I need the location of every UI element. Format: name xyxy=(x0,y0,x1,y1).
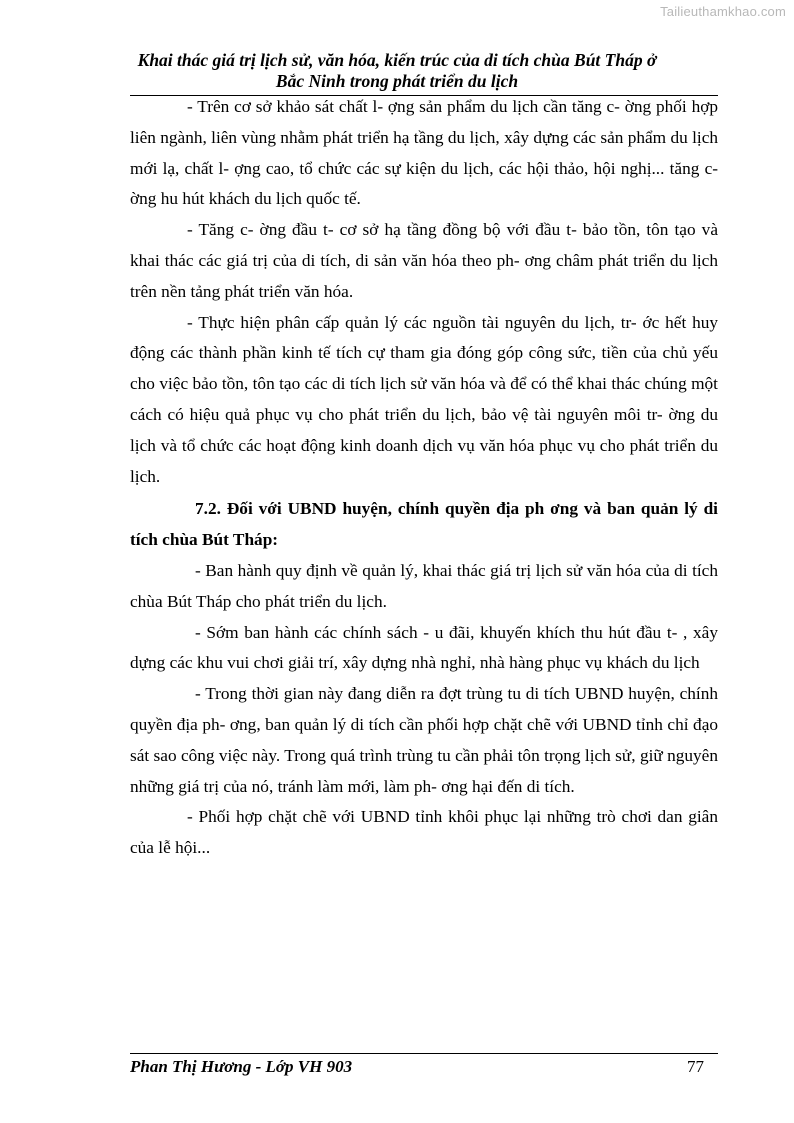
footer-author: Phan Thị Hương - Lớp VH 903 xyxy=(130,1057,353,1076)
paragraph-7: - Phối hợp chặt chẽ với UBND tỉnh khôi phục lại những trò chơi dan giân của lễ hội... xyxy=(130,807,718,858)
paragraph-4: - Ban hành quy định về quản lý, khai thác giá trị lịch sử văn hóa của di tích chùa Bút Tháp cho phát triển du lịch. xyxy=(130,560,718,611)
running-header xyxy=(0,50,794,92)
paragraph-3: - Thực hiện phân cấp quản lý các nguồn tài nguyên du lịch, tr- ớc hết huy động các thành phần kinh tế tích cự tham gia đóng góp công sức, tiền của chủ yếu cho việc bảo tồn, tôn tạo các di tích lịch sử văn hóa và để có thể khai thác chúng một cách có hiệu quả phục vụ cho phát triển du lịch, bảo vệ tài nguyên môi tr- ờng du lịch và tổ chức các hoạt động kinh doanh dịch vụ văn hóa phục vụ cho phát triển du lịch. xyxy=(130,312,718,486)
paragraph-5: - Sớm ban hành các chính sách - u đãi, khuyến khích thu hút đầu t- , xây dựng các khu vui chơi giải trí, xây dựng nhà nghỉ, nhà hàng phục vụ khách du lịch xyxy=(130,622,718,673)
page-body xyxy=(130,92,718,864)
section-heading: 7.2. Đối với UBND huyện, chính quyền địa ph ơng và ban quản lý di tích chùa Bút Tháp: xyxy=(130,499,718,550)
paragraph-6: - Trong thời gian này đang diễn ra đợt trùng tu di tích UBND huyện, chính quyền địa ph- ơng, ban quản lý di tích cần phối hợp chặt chẽ với UBND tỉnh chỉ đạo sát sao công việc này. Trong quá trình trùng tu cần phải tôn trọng lịch sử, giữ nguyên những giá trị của nó, tránh làm mới, làm ph- ơng hại đến di tích. xyxy=(130,684,718,796)
header-line-2: Bắc Ninh trong phát triển du lịch xyxy=(275,71,519,91)
footer-rule xyxy=(130,1053,718,1054)
watermark: Tailieuthamkhao.com xyxy=(660,4,786,19)
paragraph-1: - Trên cơ sở khảo sát chất l- ợng sản phẩm du lịch cần tăng c- ờng phối hợp liên ngành, liên vùng nhằm phát triển hạ tầng du lịch, xây dựng các sản phẩm du lịch mới lạ, chất l- ợng cao, tổ chức các sự kiện du lịch, các hội thảo, hội nghị... tăng c- ờng hu hút khách du lịch quốc tế. xyxy=(130,97,718,209)
header-line-1: Khai thác giá trị lịch sử, văn hóa, kiến trúc của di tích chùa Bút Tháp ở xyxy=(137,50,657,70)
paragraph-2: - Tăng c- ờng đầu t- cơ sở hạ tầng đồng bộ với đầu t- bảo tồn, tôn tạo và khai thác các giá trị của di tích, di sản văn hóa theo ph- ơng châm phát triển du lịch trên nền tảng phát triển văn hóa. xyxy=(130,220,718,301)
page-number: 77 xyxy=(687,1057,704,1076)
